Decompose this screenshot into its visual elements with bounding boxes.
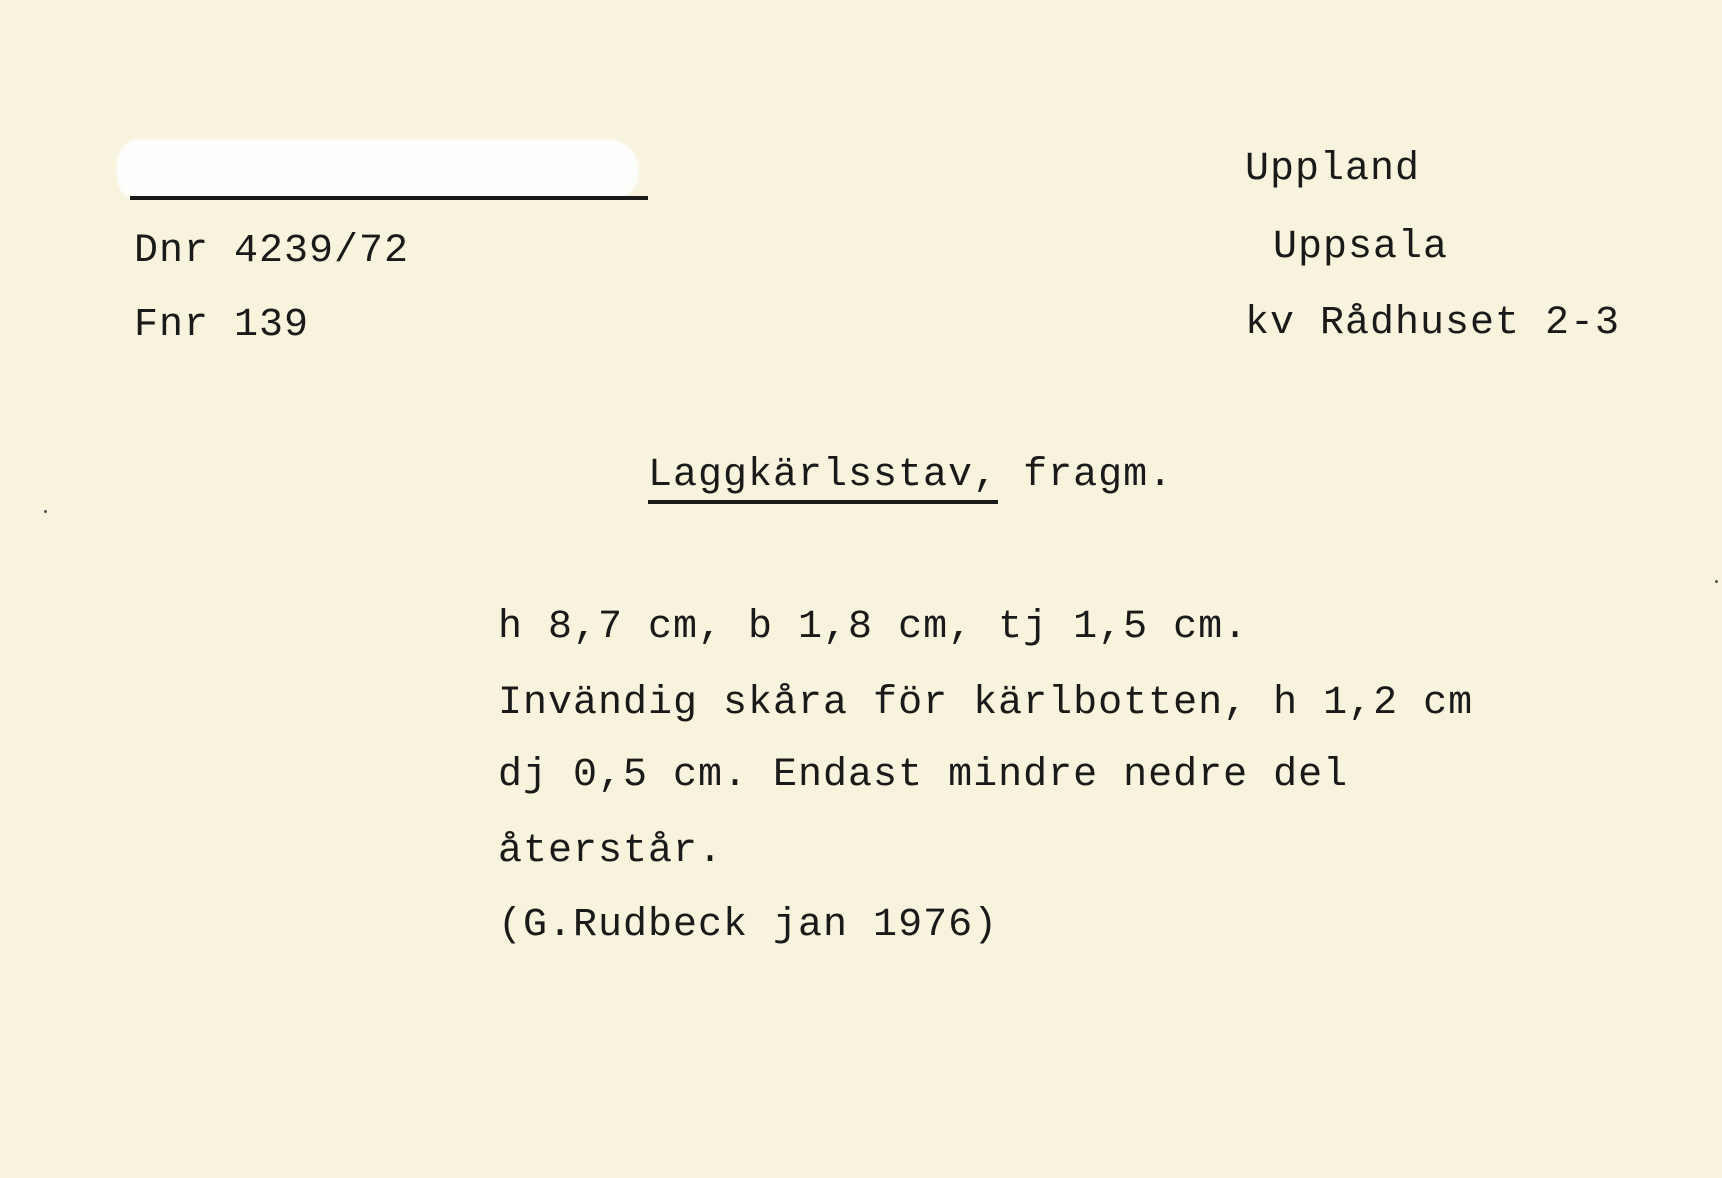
paper-speck — [44, 510, 47, 513]
object-title — [648, 452, 1173, 500]
signature-line: (G.Rudbeck jan 1976) — [498, 903, 999, 948]
object-name: Laggkärlsstav, — [648, 453, 998, 504]
province-label: Uppland — [1245, 147, 1421, 192]
object-qualifier: fragm. — [998, 453, 1174, 498]
header-rule — [130, 196, 648, 200]
description-line-1: h 8,7 cm, b 1,8 cm, tj 1,5 cm. — [498, 605, 1249, 650]
description-line-4: återstår. — [498, 829, 724, 874]
description-line-3: dj 0,5 cm. Endast mindre nedre del — [498, 753, 1349, 798]
block-label: kv Rådhuset 2-3 — [1245, 301, 1621, 346]
fnr-label: Fnr 139 — [134, 303, 310, 348]
redacted-field — [118, 140, 638, 198]
city-label: Uppsala — [1273, 225, 1449, 270]
dnr-label: Dnr 4239/72 — [134, 229, 410, 274]
paper-speck — [1715, 580, 1718, 583]
description-line-2: Invändig skåra för kärlbotten, h 1,2 cm — [498, 681, 1474, 726]
